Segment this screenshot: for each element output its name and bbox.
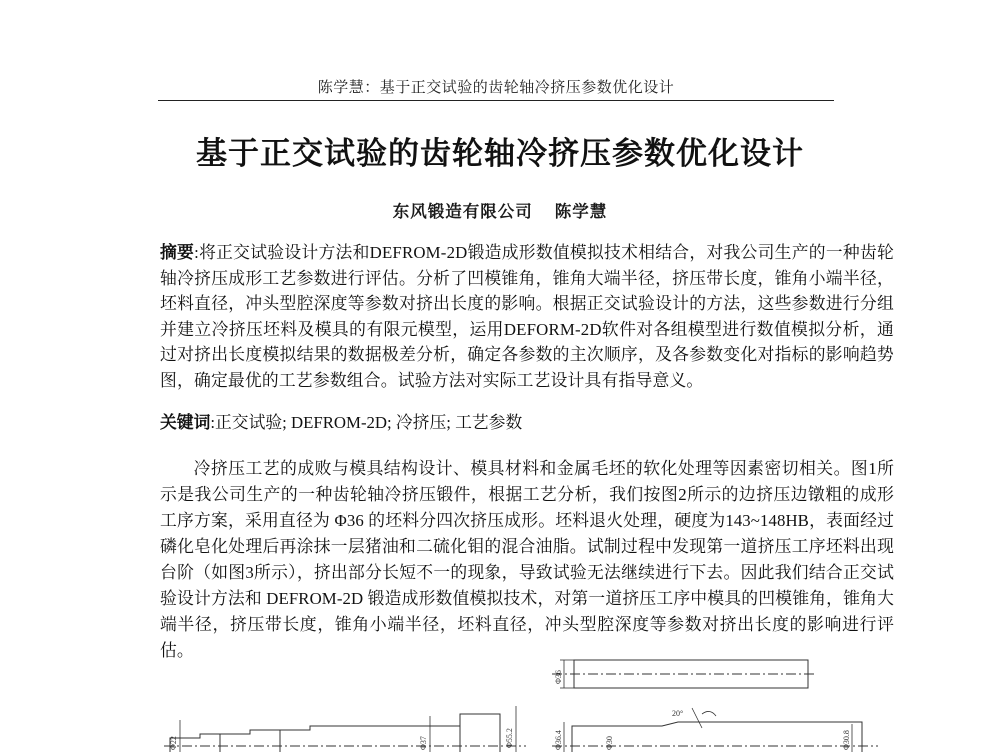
author-name: 陈学慧 bbox=[554, 202, 608, 221]
running-header: 陈学慧：基于正交试验的齿轮轴冷挤压参数优化设计 bbox=[317, 80, 675, 96]
fig1-dim-left: Φ22 bbox=[169, 736, 178, 750]
fig2-billet-dim: Φ36 bbox=[554, 670, 563, 684]
abstract-text: :将正交试验设计方法和DEFROM-2D锻造成形数值模拟技术相结合，对我公司生产的一种齿轮轴冷挤压成形工艺参数进行评估。分析了凹模锥角，锥角大端半径，挤压带长度，锥角小端半径，坯料直径，冲头型腔深度等参数对挤出长度的影响。根据正交试验设计的方法，这些参数进行分组并建立冷挤压坯料及模具的有限元模型，运用DEFORM-2D软件对各组模型进行数值模拟分析，通过对挤出长度模拟结果的数据极差分析，确定各参数的主次顺序，及各参数变化对指标的影响趋势图，确定最优的工艺参数组合。试验方法对实际工艺设计具有指导意义。 bbox=[160, 243, 894, 390]
fig2-angle-label: 20° bbox=[672, 709, 684, 718]
figure-2-billet bbox=[552, 652, 822, 700]
body-paragraph: 冷挤压工艺的成败与模具结构设计、模具材料和金属毛坯的软化处理等因素密切相关。图1所示是我公司生产的一种齿轮轴冷挤压锻件，根据工艺分析，我们按图2所示的边挤压边镦粗的成形工序方案，采用直径为 Φ36 的坯料分四次挤压成形。坯料退火处理，硬度为143~148HB，表面经过磷化皂化处理后再涂抹一层猪油和二硫化钼的混合油脂。试制过程中发现第一道挤压工序坯料出现台阶（如图3所示），挤出部分长短不一的现象，导致试验无法继续进行下去。因此我们结合正交试验设计方法和 DEFROM-2D 锻造成形数值模拟技术，对第一道挤压工序中模具的凹模锥角，锥角大端半径，挤压带长度，锥角小端半径，坯料直径，冲头型腔深度等参数对挤出长度的影响进行评估。 bbox=[160, 459, 894, 660]
fig1-dim-mid: Φ37 bbox=[419, 736, 428, 750]
figure-1-drawing bbox=[160, 700, 530, 752]
fig2-dim-left: Φ36.4 bbox=[554, 730, 563, 750]
figure-2-extrusion bbox=[552, 704, 882, 752]
author-line bbox=[300, 198, 700, 222]
keywords bbox=[160, 410, 894, 435]
keywords-text: :正交试验; DEFROM-2D; 冷挤压; 工艺参数 bbox=[210, 413, 523, 432]
abstract bbox=[160, 240, 894, 394]
abstract-label: 摘要 bbox=[160, 243, 195, 262]
keywords-label: 关键词 bbox=[160, 413, 211, 432]
paper-title: 基于正交试验的齿轮轴冷挤压参数优化设计 bbox=[196, 136, 804, 172]
fig1-dim-right: Φ55.2 bbox=[505, 728, 514, 748]
affiliation: 东风锻造有限公司 bbox=[392, 202, 533, 221]
fig2-dim-mid: Φ30 bbox=[605, 736, 614, 750]
fig2-dim-right: Φ30.8 bbox=[842, 730, 851, 750]
header-rule bbox=[158, 100, 834, 101]
